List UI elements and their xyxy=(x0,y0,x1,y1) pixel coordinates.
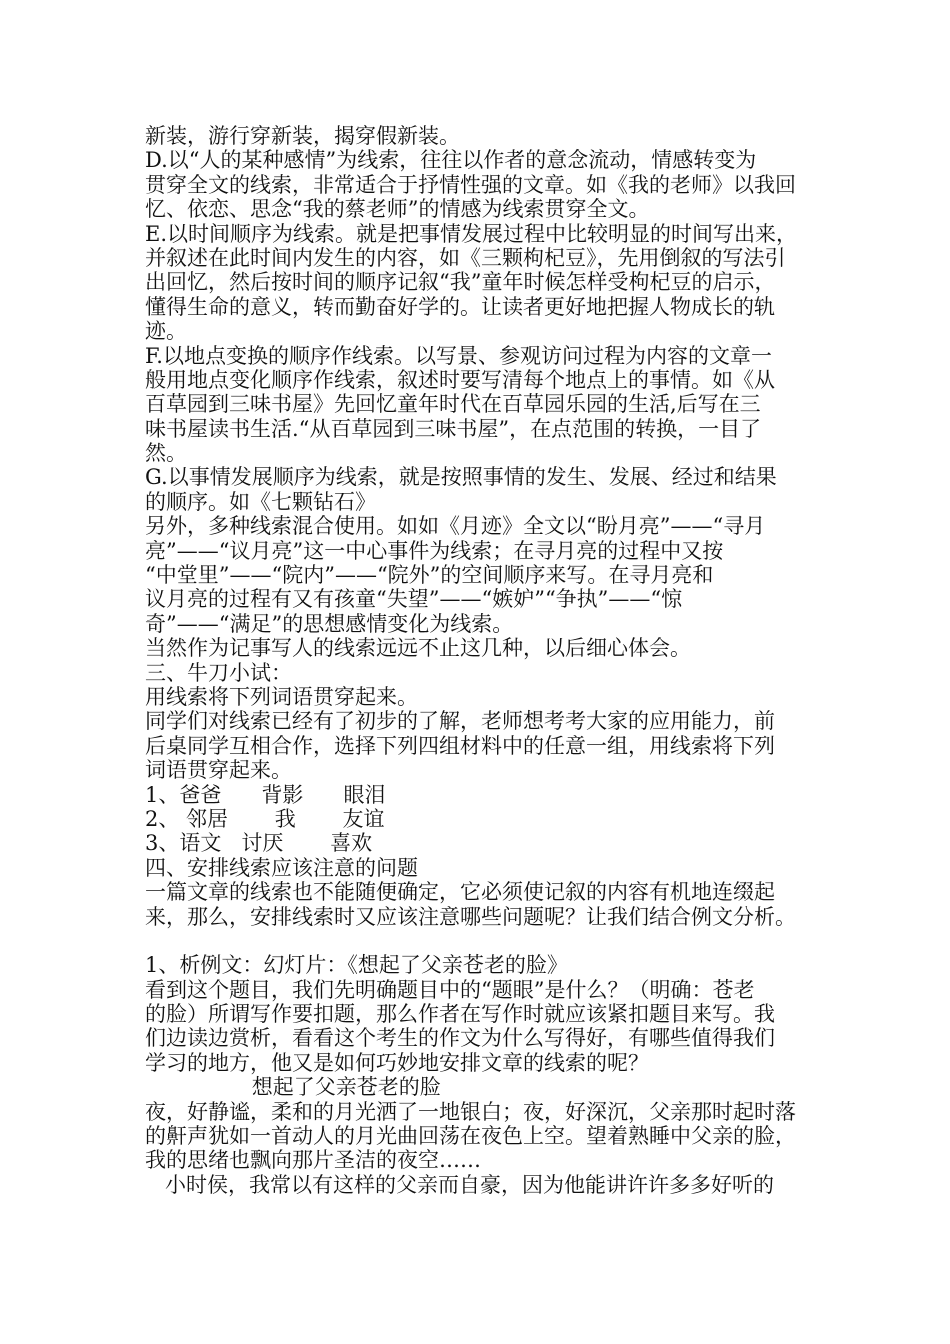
text-line: 奇”——“满足”的思想感情变化为线索。 xyxy=(145,611,514,636)
text-line: 的顺序。如《七颗钻石》 xyxy=(145,489,376,514)
section-heading: 四、安排线索应该注意的问题 xyxy=(145,855,418,880)
text-line: 亮”——“议月亮”这一中心事件为线索；在寻月亮的过程中又按 xyxy=(145,538,724,563)
essay-title: 想起了父亲苍老的脸 xyxy=(145,1075,441,1100)
section-heading: 三、牛刀小试： xyxy=(145,660,292,685)
list-item: 1、爸爸 背影 眼泪 xyxy=(145,782,386,807)
text-line: 我的思绪也飘向那片圣洁的夜空…… xyxy=(145,1148,481,1173)
document-body xyxy=(145,124,825,1197)
text-line: D.以“人的某种感情”为线索，往往以作者的意念流动，情感转变为 xyxy=(145,148,757,173)
text-line: 的鼾声犹如一首动人的月光曲回荡在夜色上空。望着熟睡中父亲的脸， xyxy=(145,1124,796,1149)
text-line: 味书屋读书生活.“从百草园到三味书屋”，在点范围的转换，一目了 xyxy=(145,416,762,441)
text-line: 后桌同学互相合作，选择下列四组材料中的任意一组，用线索将下列 xyxy=(145,733,775,758)
text-line: 新装，游行穿新装，揭穿假新装。 xyxy=(145,124,460,148)
text-line: 贯穿全文的线索，非常适合于抒情性强的文章。如《我的老师》以我回 xyxy=(145,172,796,197)
text-line: 然。 xyxy=(145,441,187,466)
text-line: “中堂里”——“院内”——“院外”的空间顺序来写。在寻月亮和 xyxy=(145,563,714,588)
text-line: 学习的地方，他又是如何巧妙地安排文章的线索的呢？ xyxy=(145,1050,649,1075)
text-line: 懂得生命的意义，转而勤奋好学的。让读者更好地把握人物成长的轨 xyxy=(145,294,775,319)
text-line: 并叙述在此时间内发生的内容，如《三颗枸杞豆》，先用倒叙的写法引 xyxy=(145,245,786,270)
text-line: 迹。 xyxy=(145,319,187,344)
text-line: 出回忆，然后按时间的顺序记叙“我”童年时候怎样受枸杞豆的启示， xyxy=(145,270,776,295)
text-line: 们边读边赏析，看看这个考生的作文为什么写得好，有哪些值得我们 xyxy=(145,1026,775,1051)
blank-line xyxy=(145,929,825,953)
text-line: E.以时间顺序为线索。就是把事情发展过程中比较明显的时间写出来， xyxy=(145,221,798,246)
text-line: 议月亮的过程有又有孩童“失望”——“嫉妒”“争执”——“惊 xyxy=(145,587,683,612)
text-line: 用线索将下列词语贯穿起来。 xyxy=(145,684,418,709)
text-line: 来，那么，安排线索时又应该注意哪些问题呢？让我们结合例文分析。 xyxy=(145,904,796,929)
text-line: 1、析例文：幻灯片：《想起了父亲苍老的脸》 xyxy=(145,953,568,978)
text-line: 的脸）所谓写作要扣题，那么作者在写作时就应该紧扣题目来写。我 xyxy=(145,1002,775,1027)
text-line: 当然作为记事写人的线索远远不止这几种，以后细心体会。 xyxy=(145,636,691,661)
text-line: 小时侯，我常以有这样的父亲而自豪，因为他能讲许许多多好听的 xyxy=(145,1172,775,1197)
text-line: G.以事情发展顺序为线索，就是按照事情的发生、发展、经过和结果 xyxy=(145,465,777,490)
text-line: 般用地点变化顺序作线索，叙述时要写清每个地点上的事情。如《从 xyxy=(145,367,775,392)
list-item: 2、 邻居 我 友谊 xyxy=(145,806,385,831)
text-line: 夜，好静谧，柔和的月光洒了一地银白；夜，好深沉，父亲那时起时落 xyxy=(145,1099,796,1124)
text-line: 同学们对线索已经有了初步的了解，老师想考考大家的应用能力，前 xyxy=(145,709,775,734)
text-line: 一篇文章的线索也不能随便确定，它必须使记叙的内容有机地连缀起 xyxy=(145,880,775,905)
text-line: 另外，多种线索混合使用。如如《月迹》全文以“盼月亮”——“寻月 xyxy=(145,514,766,539)
text-line: 看到这个题目，我们先明确题目中的“题眼”是什么？（明确：苍老 xyxy=(145,977,755,1002)
list-item: 3、语文 讨厌 喜欢 xyxy=(145,831,373,856)
text-line: F.以地点变换的顺序作线索。以写景、参观访问过程为内容的文章一 xyxy=(145,343,772,368)
text-line: 忆、依恋、思念“我的蔡老师”的情感为线索贯穿全文。 xyxy=(145,197,650,222)
text-line: 百草园到三味书屋》先回忆童年时代在百草园乐园的生活,后写在三 xyxy=(145,392,761,417)
text-line: 词语贯穿起来。 xyxy=(145,758,292,783)
